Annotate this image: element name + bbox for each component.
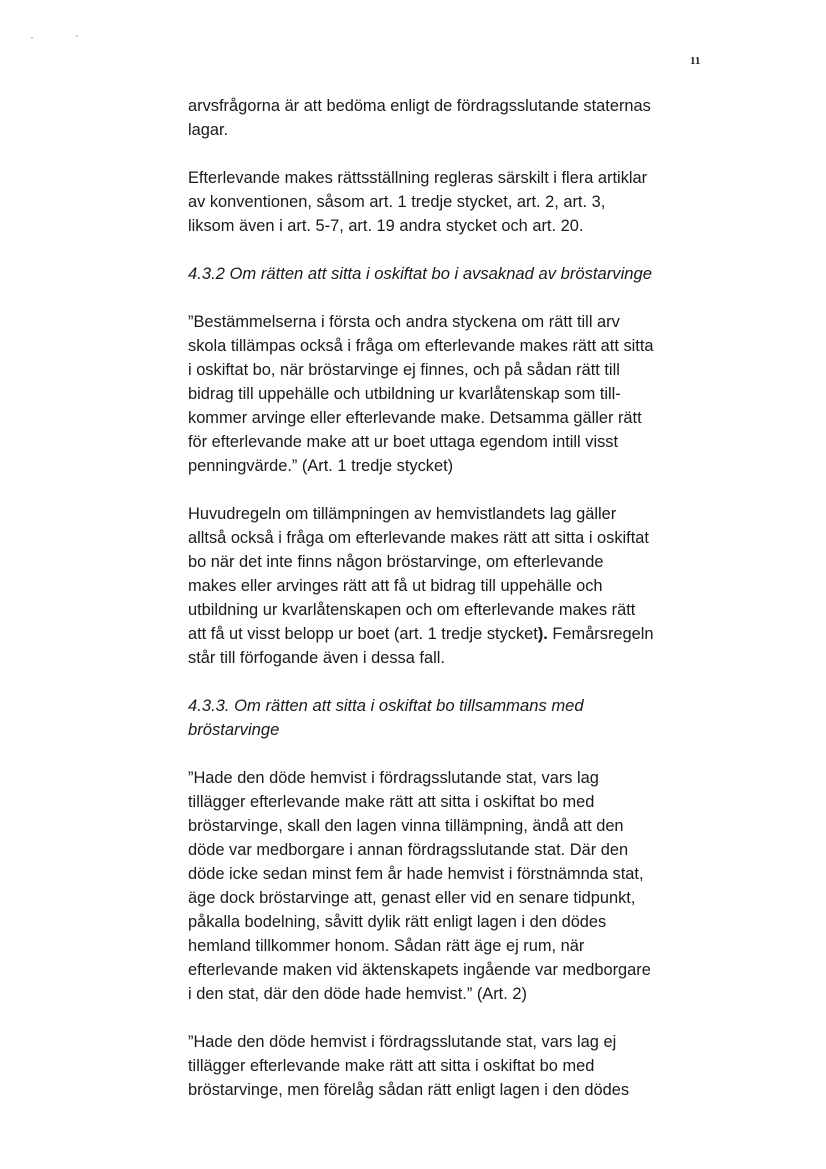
text-line: bidrag till uppehälle och utbildning ur kvarlåtenskap som till-: [188, 385, 621, 403]
quote-art-1: [188, 310, 708, 478]
section-heading-4-3-2: [188, 262, 708, 286]
text-line: [188, 622, 708, 646]
quote-art-2: [188, 766, 708, 1006]
text-line: Huvudregeln om tillämpningen av hemvistlandets lag gäller: [188, 505, 617, 523]
text-line: makes eller arvinges rätt att få ut bidrag till uppehälle och: [188, 577, 603, 595]
text-line: i oskiftat bo, när bröstarvinge ej finnes, och på sådan rätt till: [188, 361, 620, 379]
text-line: utbildning ur kvarlåtenskapen och om efterlevande makes rätt: [188, 601, 636, 619]
text-line: ”Hade den döde hemvist i fördragsslutande stat, vars lag: [188, 769, 599, 787]
text-line: lagar.: [188, 121, 229, 139]
text-line: penningvärde.” (Art. 1 tredje stycket): [188, 457, 454, 475]
text-line: bröstarvinge, men förelåg sådan rätt enligt lagen i den dödes: [188, 1081, 630, 1099]
text-line: Efterlevande makes rättsställning regleras särskilt i flera artiklar: [188, 169, 648, 187]
text-line: kommer arvinge eller efterlevande make. Detsamma gäller rätt: [188, 409, 642, 427]
text-line-end: Femårsregeln: [547, 625, 654, 643]
text-line: skola tillämpas också i fråga om efterlevande makes rätt att sitta: [188, 337, 654, 355]
text-line: hemland tillkommer honom. Sådan rätt äge ej rum, när: [188, 937, 585, 955]
text-line: efterlevande maken vid äktenskapets ingående var medborgare: [188, 961, 651, 979]
bold-punctuation: ).: [537, 625, 548, 643]
heading-line: bröstarvinge: [188, 720, 280, 739]
text-line: arvsfrågorna är att bedöma enligt de fördragsslutande staternas: [188, 97, 651, 115]
document-body: [188, 94, 708, 1126]
scan-speck: [31, 37, 33, 39]
page-number: 11: [690, 55, 701, 67]
paragraph-intro: [188, 94, 708, 142]
text-line: bröstarvinge, skall den lagen vinna tillämpning, ändå att den: [188, 817, 624, 835]
text-line: tillägger efterlevande make rätt att sitta i oskiftat bo med: [188, 793, 595, 811]
text-line: döde icke sedan minst fem år hade hemvist i förstnämnda stat,: [188, 865, 644, 883]
scan-speck: [76, 35, 78, 37]
text-line: av konventionen, såsom art. 1 tredje stycket, art. 2, art. 3,: [188, 193, 606, 211]
section-heading-4-3-3: [188, 694, 708, 742]
text-line: tillägger efterlevande make rätt att sitta i oskiftat bo med: [188, 1057, 595, 1075]
text-line: bo när det inte finns någon bröstarvinge, om efterlevande: [188, 553, 604, 571]
paragraph-legal-position: [188, 166, 708, 238]
text-line: döde var medborgare i annan fördragsslutande stat. Där den: [188, 841, 629, 859]
text-line: för efterlevande make att ur boet uttaga egendom intill visst: [188, 433, 619, 451]
text-line: står till förfogande även i dessa fall.: [188, 649, 445, 667]
heading-line: 4.3.2 Om rätten att sitta i oskiftat bo i avsaknad av bröstarvinge: [188, 264, 652, 283]
heading-line: 4.3.3. Om rätten att sitta i oskiftat bo tillsammans med: [188, 696, 584, 715]
text-line: äge dock bröstarvinge att, genast eller vid en senare tidpunkt,: [188, 889, 636, 907]
text-line: ”Hade den döde hemvist i fördragsslutande stat, vars lag ej: [188, 1033, 617, 1051]
text-line-start: att få ut visst belopp ur boet (art. 1 tredje stycket: [188, 625, 538, 643]
text-line: liksom även i art. 5-7, art. 19 andra stycket och art. 20.: [188, 217, 584, 235]
text-line: i den stat, där den döde hade hemvist.” (Art. 2): [188, 985, 527, 1003]
paragraph-main-rule: [188, 502, 708, 670]
text-line: alltså också i fråga om efterlevande makes rätt att sitta i oskiftat: [188, 529, 649, 547]
quote-art-3: [188, 1030, 708, 1102]
text-line: påkalla bodelning, såvitt dylik rätt enligt lagen i den dödes: [188, 913, 607, 931]
text-line: ”Bestämmelserna i första och andra styckena om rätt till arv: [188, 313, 620, 331]
